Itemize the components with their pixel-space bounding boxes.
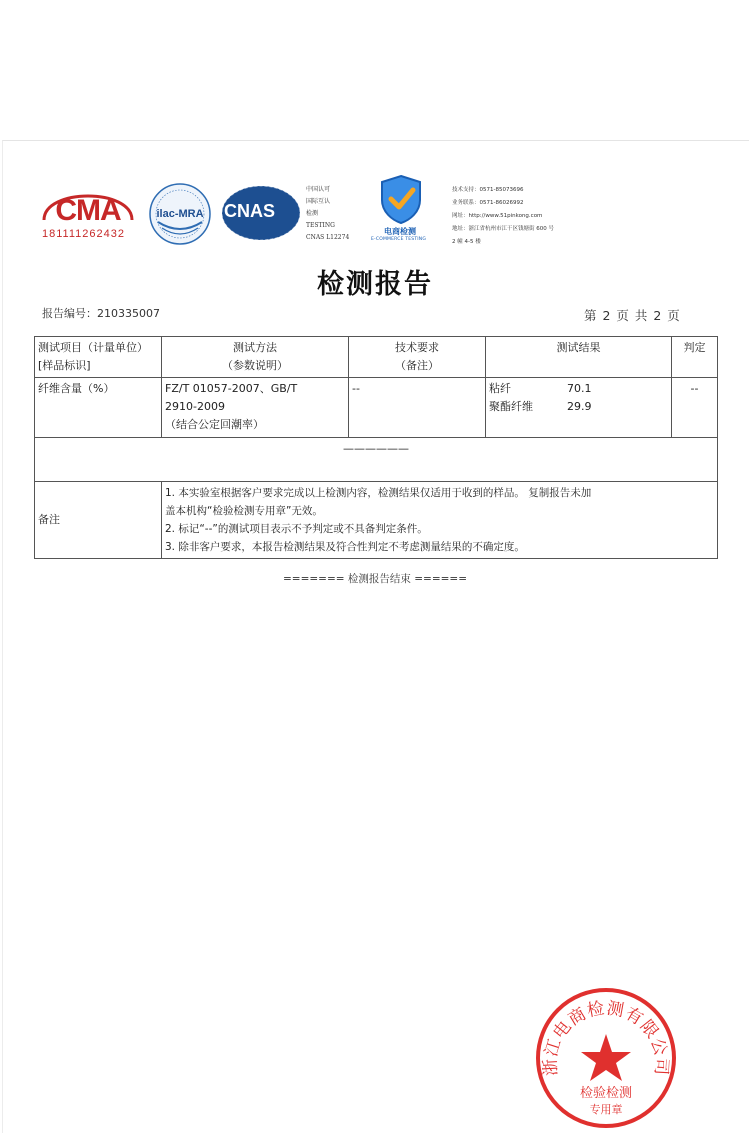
notes-label: 备注 <box>35 482 162 559</box>
header-method-line: （参数说明） <box>222 359 288 372</box>
result-name: 聚酯纤维 <box>489 400 533 413</box>
ilac-mra-logo-icon <box>148 182 212 246</box>
note-line: 1. 本实验室根据客户要求完成以上检测内容，检测结果仅适用于收到的样品。 复制报告未加 <box>165 487 592 499</box>
separator-row <box>35 438 718 482</box>
separator: —————— <box>35 438 718 482</box>
svg-text:ilac-MRA: ilac-MRA <box>156 208 204 220</box>
note-line: 盖本机构“检验检测专用章”无效。 <box>165 505 323 517</box>
cma-number: 181111262432 <box>42 228 125 240</box>
row-method <box>162 378 349 438</box>
row-method-line: FZ/T 01057-2007、GB/T <box>165 382 298 395</box>
seal-line1: 检验检测 <box>579 1086 633 1101</box>
cnas-line: 中国认可 <box>306 186 331 193</box>
cnas-line: TESTING <box>306 222 335 229</box>
shield-check-icon <box>376 172 426 226</box>
cnas-text <box>306 184 349 244</box>
cnas-badge-text: CNAS <box>224 201 276 221</box>
contact-line: 业务联系：0571-86026992 <box>452 200 524 206</box>
table-row <box>35 378 718 438</box>
header-item-line: 测试项目（计量单位） <box>38 341 148 354</box>
note-line: 3. 除非客户要求，本报告检测结果及符合性判定不考虑测量结果的不确定度。 <box>165 541 525 553</box>
ec-badge-label: 电商检测 <box>384 227 416 236</box>
page-info: 第 2 页 共 2 页 <box>584 308 680 323</box>
result-value: 29.9 <box>567 400 592 413</box>
end-of-report: ======= 检测报告结束 ====== <box>282 573 468 585</box>
row-requirement: -- <box>349 378 486 438</box>
ec-badge-sublabel: E-COMMERCE TESTING <box>371 237 427 242</box>
header-requirement <box>349 337 486 378</box>
result-name: 粘纤 <box>489 382 511 395</box>
note-line: 2. 标记“--”的测试项目表示不予判定或不具备判定条件。 <box>165 523 428 535</box>
header-result: 测试结果 <box>486 337 672 378</box>
row-results <box>486 378 672 438</box>
svg-text:CMA: CMA <box>55 194 121 226</box>
seal-line2: 专用章 <box>589 1103 623 1116</box>
cma-logo-icon <box>40 184 136 226</box>
table-header-row <box>35 337 718 378</box>
contact-line: 2 幢 4-5 楼 <box>452 239 481 245</box>
contact-line: 网址：http://www.51pinkong.com <box>452 213 543 219</box>
header-judgement: 判定 <box>672 337 718 378</box>
notes-content <box>162 482 718 559</box>
header-requirement-line: （备注） <box>395 359 439 372</box>
row-item: 纤维含量（%） <box>35 378 162 438</box>
results-table <box>34 336 718 559</box>
company-seal-icon <box>534 986 678 1130</box>
page-title: 检测报告 <box>317 269 433 300</box>
row-judgement: -- <box>672 378 718 438</box>
seal-ring-text: 浙江电商检测有限公司 <box>540 998 672 1077</box>
header-item <box>35 337 162 378</box>
row-method-line: （结合公定回潮率） <box>165 418 264 431</box>
report-number: 报告编号：210335007 <box>42 307 160 320</box>
header-requirement-line: 技术要求 <box>395 341 439 354</box>
notes-row <box>35 482 718 559</box>
contact-info <box>452 184 554 249</box>
header-item-line: [样品标识] <box>38 359 91 372</box>
contact-line: 技术支持：0571-85073696 <box>452 187 524 193</box>
cnas-line: 检测 <box>306 210 319 217</box>
header-method <box>162 337 349 378</box>
cnas-line: CNAS L12274 <box>306 234 350 241</box>
contact-line: 地址：浙江省杭州市江干区钱塘街 600 号 <box>452 226 554 232</box>
header-method-line: 测试方法 <box>233 341 277 354</box>
row-method-line: 2910-2009 <box>165 400 225 413</box>
cnas-line: 国际互认 <box>306 198 331 205</box>
result-value: 70.1 <box>567 382 592 395</box>
